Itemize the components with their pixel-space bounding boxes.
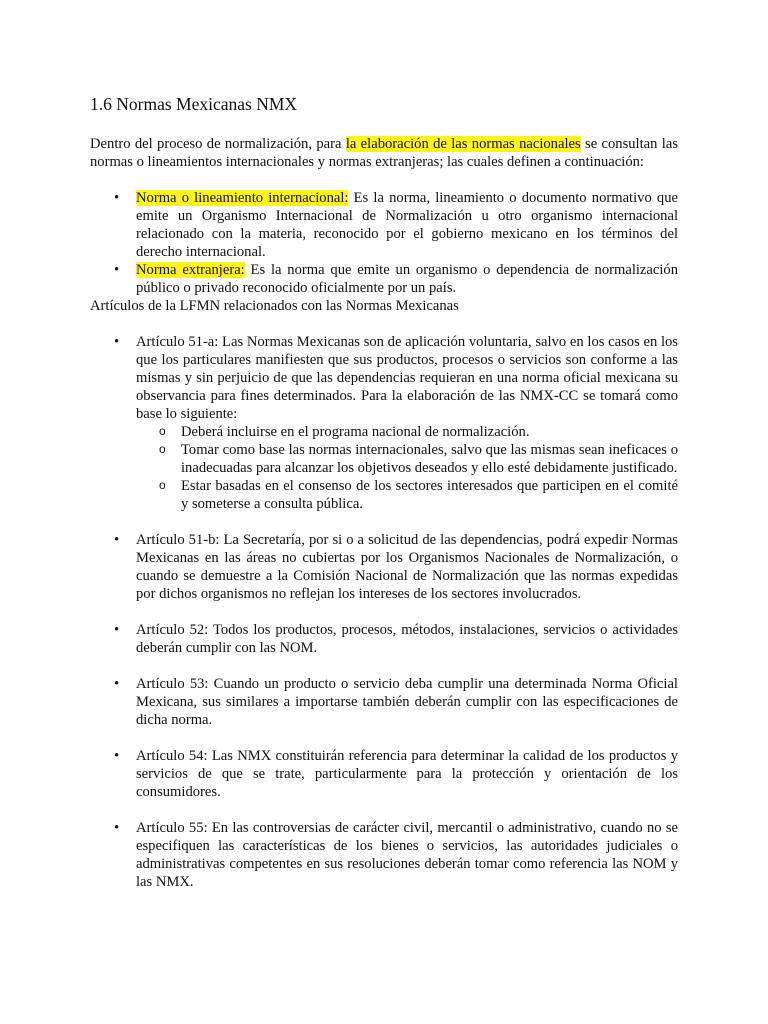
article-item [90,621,678,657]
definition-item [90,189,678,261]
articles-heading: Artículos de la LFMN relacionados con las Normas Mexicanas [90,298,459,314]
article-subitem: o Deberá incluirse en el programa nacional de normalización. [136,423,678,441]
article-item [90,531,678,603]
article-sublist [136,423,678,513]
article-subitem: o Estar basadas en el consenso de los sectores interesados que participen en el comité y someterse a consulta pública. [136,477,678,513]
article-text: Artículo 54: Las NMX constituirán referencia para determinar la calidad de los productos y servicios de que se trate, particularmente para la protección y orientación de los consumidores. [136,748,678,800]
articles-list [90,333,678,891]
definition-term: Norma extranjera: [136,262,245,278]
article-text: Artículo 55: En las controversias de carácter civil, mercantil o administrativo, cuando no se especifiquen las características de los bienes o servicios, las autoridades judiciales o administrativas competentes en sus resoluciones deberán tomar como referencia las NOM y las NMX. [136,820,678,890]
section-title: 1.6 Normas Mexicanas NMX [90,94,298,114]
article-item [90,819,678,891]
intro-highlight: la elaboración de las normas nacionales [345,136,581,152]
intro-text-after: se consultan las normas o lineamientos internacionales y normas extranjeras; las cuales definen a continuación: [90,136,678,170]
definition-text: Es la norma, lineamiento o documento normativo que emite un Organismo Internacional de Normalización u otro organismo internacional relacionado con la materia, reconocido por el gobierno mexicano en los términos del derecho internacional. [136,190,678,260]
definition-text: Es la norma que emite un organismo o dependencia de normalización público o privado reconocido oficialmente por un país. [136,262,679,296]
article-subitem: o Tomar como base las normas internacionales, salvo que las mismas sean ineficaces o inadecuadas para alcanzar los objetivos deseados y ello esté debidamente justificado. [136,441,678,477]
article-item [90,675,678,729]
intro-text-before: Dentro del proceso de normalización, para [90,136,346,152]
definition-term: Norma o lineamiento internacional: [136,190,349,206]
article-item [90,333,678,513]
article-text: Artículo 51-a: Las Normas Mexicanas son de aplicación voluntaria, salvo en los casos en los que los particulares manifiesten que sus productos, procesos o servicios son conforme a las mismas y sin perjuicio de que las dependencias requieran en una norma oficial mexicana su observancia para fines determinados. Para la elaboración de las NMX-CC se tomará como base lo siguiente: [136,334,678,422]
article-item [90,747,678,801]
article-text: Artículo 52: Todos los productos, procesos, métodos, instalaciones, servicios o actividades deberán cumplir con las NOM. [136,622,678,656]
definitions-list [90,189,678,297]
article-text: Artículo 53: Cuando un producto o servicio deba cumplir una determinada Norma Oficial Mexicana, sus similares a importarse también deberán cumplir con las especificaciones de dicha norma. [136,676,678,728]
definition-item [90,261,678,297]
article-text: Artículo 51-b: La Secretaría, por si o a solicitud de las dependencias, podrá expedir Normas Mexicanas en las áreas no cubiertas por los Organismos Nacionales de Normalización, o cuando se demuestre a la Comisión Nacional de Normalización que las normas expedidas por dichos organismos no reflejan los intereses de los sectores involucrados. [136,532,678,602]
intro-paragraph [90,135,678,171]
